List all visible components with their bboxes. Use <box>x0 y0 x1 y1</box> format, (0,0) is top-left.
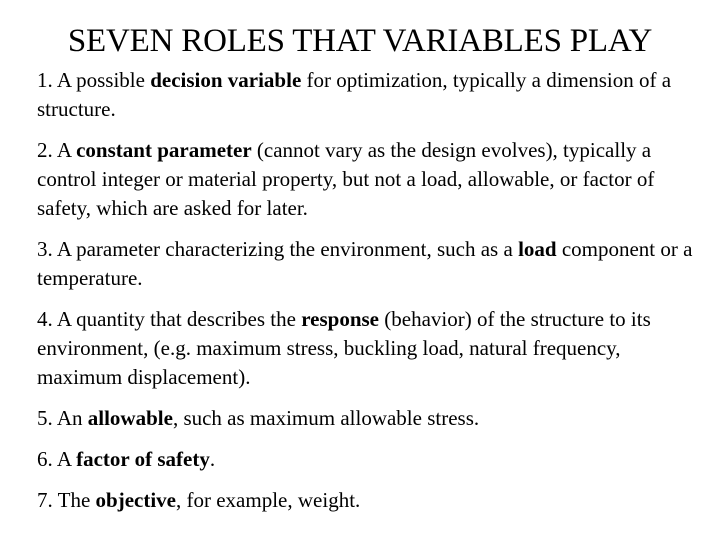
role-keyword: constant parameter <box>76 138 252 162</box>
role-item-2 <box>37 136 707 223</box>
role-item-4 <box>37 305 707 392</box>
role-text: (cannot vary as the design evolves), typically a control integer or material property, but not a load, allowable, or factor of safety, which are asked for later. <box>37 138 655 220</box>
role-text: 6. A <box>37 447 77 471</box>
role-text: 4. A quantity that describes the <box>37 307 302 331</box>
role-text: , such as maximum allowable stress. <box>172 406 480 430</box>
role-item-6 <box>37 445 707 474</box>
role-item-7 <box>37 486 707 515</box>
role-text: . <box>209 447 216 471</box>
role-text: 2. A <box>37 138 77 162</box>
slide-title: SEVEN ROLES THAT VARIABLES PLAY <box>67 23 653 59</box>
role-keyword: objective <box>95 488 176 512</box>
role-keyword: decision variable <box>150 68 302 92</box>
role-item-1 <box>37 66 707 124</box>
role-text: for optimization, typically a dimension of a structure. <box>37 68 672 121</box>
role-text: , for example, weight. <box>176 488 361 512</box>
roles-list <box>37 66 707 527</box>
role-keyword: response <box>301 307 379 331</box>
role-text: 3. A parameter characterizing the environment, such as a <box>37 237 519 261</box>
role-text: 5. An <box>37 406 88 430</box>
role-keyword: allowable <box>87 406 173 430</box>
role-item-5 <box>37 404 707 433</box>
role-text: component or a temperature. <box>37 237 693 290</box>
role-text: 7. The <box>37 488 96 512</box>
role-text: (behavior) of the structure to its environment, (e.g. maximum stress, buckling load, natural frequency, maximum displacement). <box>37 307 651 389</box>
role-item-3 <box>37 235 707 293</box>
role-text: 1. A possible <box>37 68 151 92</box>
role-keyword: factor of safety <box>76 447 210 471</box>
role-keyword: load <box>518 237 557 261</box>
